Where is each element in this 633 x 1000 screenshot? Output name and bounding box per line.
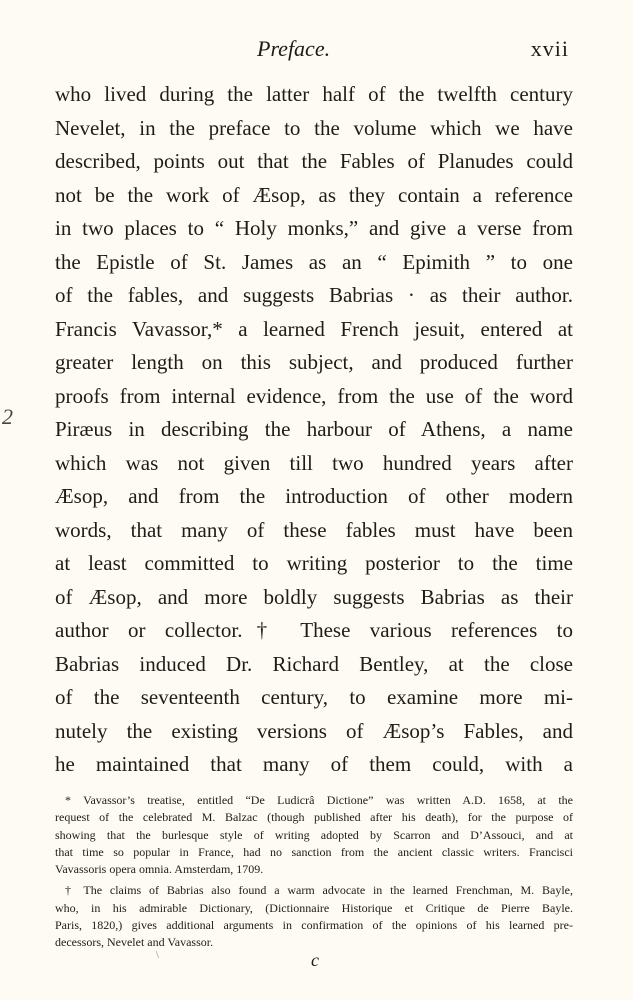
margin-annotation: 2 xyxy=(2,404,13,429)
footnote-line: who, in his admirable Dictionary, (Dictionnaire Historique et Critique de Pierre Bayle. xyxy=(55,900,573,915)
text-line: in two places to “ Holy monks,” and give a verse from xyxy=(55,216,573,240)
text-line: Æsop, and from the introduction of other modern xyxy=(55,484,573,508)
text-line: nutely the existing versions of Æsop’s Fables, and xyxy=(55,718,573,743)
text-line: not be the work of Æsop, as they contain a reference xyxy=(55,182,573,207)
footnote-line: that time so popular in France, had no sanction from the ancient classic writers. Francisci xyxy=(55,844,573,859)
page-number: xvii xyxy=(530,36,569,61)
text-line: words, that many of these fables must have been xyxy=(55,517,573,542)
text-line: Piræus in describing the harbour of Athens, a name xyxy=(55,417,573,441)
footnote-line: † The claims of Babrias also found a warm advocate in the learned Frenchman, M. Bayle, xyxy=(65,883,573,898)
text-line: Nevelet, in the preface to the volume which we have xyxy=(55,115,573,140)
signature-mark: c xyxy=(311,950,319,970)
text-line: who lived during the latter half of the twelfth century xyxy=(55,82,573,106)
text-line: proofs from internal evidence, from the use of the word xyxy=(55,383,573,408)
body-text xyxy=(55,78,573,782)
printer-mark: \ xyxy=(156,950,159,961)
text-line: the Epistle of St. James as an “ Epimith ” to one xyxy=(55,249,573,274)
text-line: of the seventeenth century, to examine more mi- xyxy=(55,685,573,709)
text-line: he maintained that many of them could, with a xyxy=(55,752,573,776)
footnotes xyxy=(55,792,573,952)
text-line: Francis Vavassor,* a learned French jesuit, entered at xyxy=(55,316,573,341)
footnote-line: Paris, 1820,) gives additional arguments in confirmation of the opinions of his learned pre- xyxy=(55,918,573,933)
footnote-line: showing that the burlesque style of writing adopted by Scarron and D’Assouci, and at xyxy=(55,827,573,842)
footnote-line: Vavassoris opera omnia. Amsterdam, 1709. xyxy=(55,862,264,877)
footnote-line: * Vavassor’s treatise, entitled “De Ludicrâ Dictione” was written A.D. 1658, at the xyxy=(65,793,573,807)
text-line: at least committed to writing posterior to the time xyxy=(55,551,573,575)
footnote-line: request of the celebrated M. Balzac (though published after his death), for the purpose of xyxy=(55,810,573,825)
text-line: author or collector.† These various references to xyxy=(55,618,573,642)
text-line: of Æsop, and more boldly suggests Babrias as their xyxy=(55,584,573,609)
running-title: Preface. xyxy=(257,36,331,61)
text-line: Babrias induced Dr. Richard Bentley, at the close xyxy=(55,651,573,676)
text-line: described, points out that the Fables of Planudes could xyxy=(55,149,573,173)
text-line: of the fables, and suggests Babrias · as their author. xyxy=(55,283,573,307)
text-line: which was not given till two hundred years after xyxy=(55,450,573,475)
running-head xyxy=(55,36,571,66)
footnote-line: decessors, Nevelet and Vavassor. xyxy=(55,935,214,950)
text-line: greater length on this subject, and produced further xyxy=(55,350,573,374)
